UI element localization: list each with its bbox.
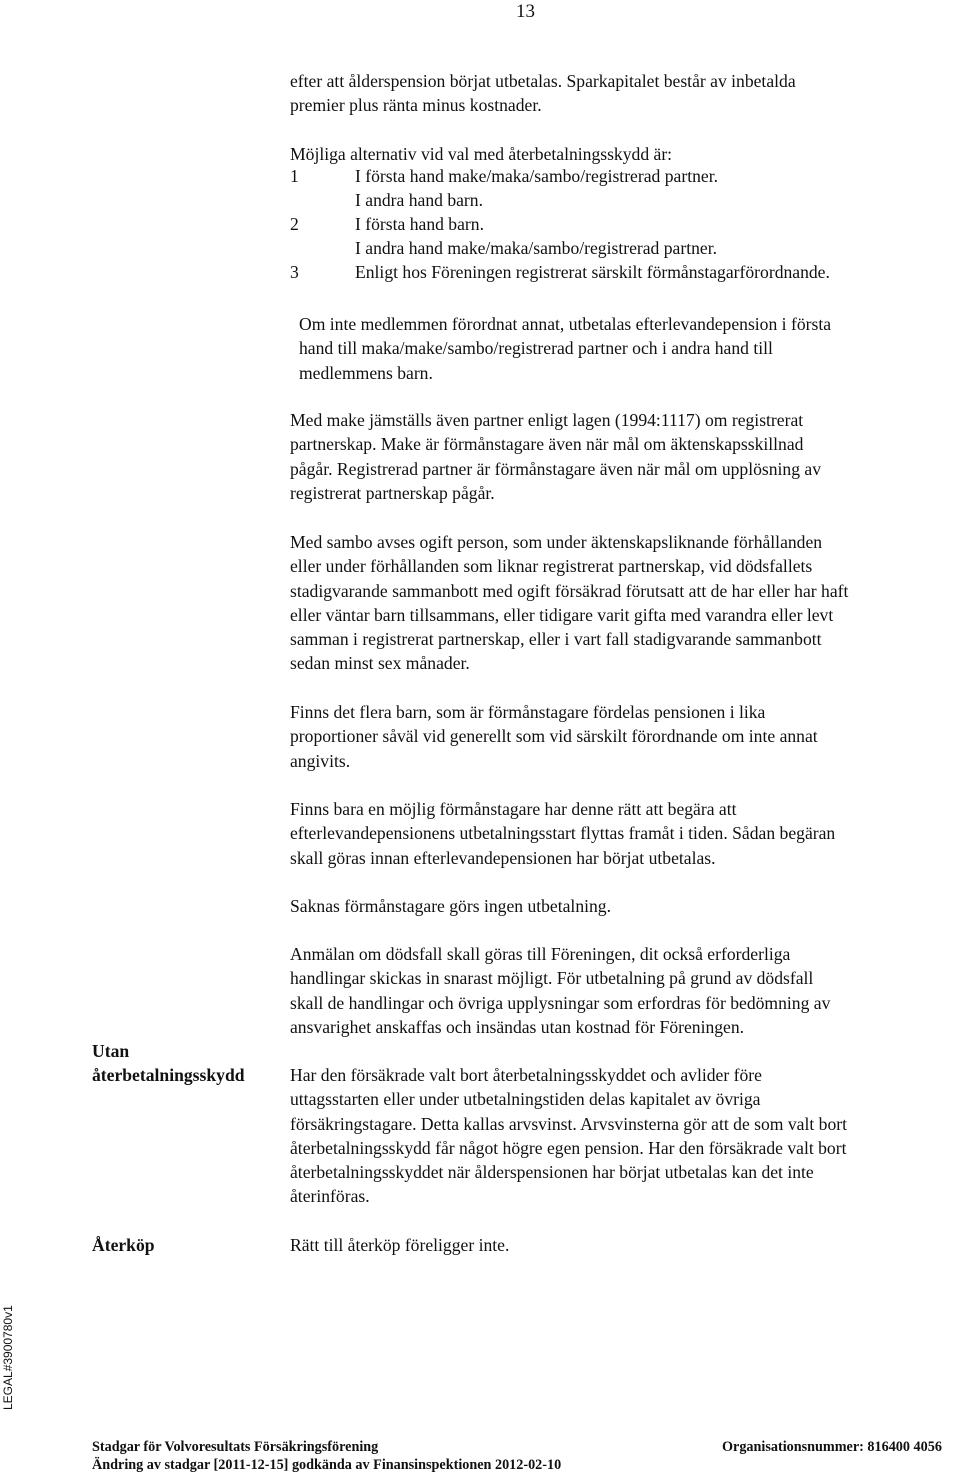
text-line: sedan minst sex månader. [290,653,470,674]
text-line: premier plus ränta minus kostnader. [290,95,542,116]
paragraph-aterkop [290,1233,509,1257]
text-line: handlingar skickas in snarast möjligt. För utbetalning på grund av dödsfall [290,968,814,989]
list-number: 2 [290,214,299,234]
text-line: angivits. [290,750,351,771]
side-heading-aterkop [92,1233,155,1257]
side-heading-line: återbetalningsskydd [92,1065,245,1086]
paragraph-anmalan [290,942,830,1039]
text-line: medlemmens barn. [299,362,433,383]
side-document-code: LEGAL#3900780v1 [1,1305,15,1410]
footer-left-line2: Ändring av stadgar [2011-12-15] godkända av Finansinspektionen 2012-02-10 [92,1457,562,1473]
alternatives-heading: Möjliga alternativ vid val med återbetalningsskydd är: [290,144,673,164]
text-line: försäkringstagare. Detta kallas arvsvinst. Arvsvinsterna gör att de som valt bort [290,1113,847,1134]
text-line: Rätt till återköp föreligger inte. [290,1235,510,1255]
paragraph-default-beneficiary [299,312,831,385]
list-number: 1 [290,166,299,186]
list-item: I andra hand barn. [355,190,483,210]
paragraph-enda-formanstagare [290,797,835,870]
text-line: Saknas förmånstagare görs ingen utbetalning. [290,896,612,916]
footer-left-line1: Stadgar för Volvoresultats Försäkringsförening [92,1439,379,1455]
list-number: 3 [290,262,299,282]
list-item: Enligt hos Föreningen registrerat särskilt förmånstagarförordnande. [355,262,830,282]
text-line: återbetalningsskydd får något högre egen pension. Har den försäkrade valt bort [290,1137,847,1158]
list-item: I första hand make/maka/sambo/registrerad partner. [355,166,718,186]
paragraph-make [290,408,821,505]
paragraph-utan-aterbetalningsskydd [290,1063,847,1209]
text-line: återinföras. [290,1186,370,1207]
text-line: Har den försäkrade valt bort återbetalningsskyddet och avlider före [290,1065,762,1085]
text-line: Finns bara en möjlig förmånstagare har denne rätt att begära att [290,799,737,819]
text-line: skall de handlingar och övriga upplysningar som erfordras för bedömning av [290,992,831,1013]
text-line: ansvarighet anskaffas och insändas utan kostnad för Föreningen. [290,1016,745,1037]
text-line: efter att ålderspension börjat utbetalas. Sparkapitalet består av inbetalda [290,71,796,91]
text-line: Anmälan om dödsfall skall göras till Föreningen, dit också erforderliga [290,944,791,964]
footer-right-line1: Organisationsnummer: 816400 4056 [722,1439,942,1455]
text-line: hand till maka/make/sambo/registrerad partner och i andra hand till [299,338,773,359]
paragraph-barn [290,700,818,773]
text-line: efterlevandepensionens utbetalningsstart flyttas framåt i tiden. Sådan begäran [290,823,836,844]
text-line: stadigvarande sammanbott med ogift försäkrad förutsatt att de har eller har haft [290,580,849,601]
side-heading-line: Utan [92,1041,130,1061]
text-line: Med make jämställs även partner enligt lagen (1994:1117) om registrerat [290,410,804,430]
text-line: uttagsstarten eller under utbetalningstiden delas kapitalet av övriga [290,1089,761,1110]
side-heading-utan-aterbetalningsskydd [92,1039,245,1088]
paragraph-intro [290,69,796,118]
text-line: samman i registrerat partnerskap, eller i vart fall stadigvarande sammanbott [290,629,822,650]
side-heading-line: Återköp [92,1235,155,1255]
text-line: återbetalningsskyddet när ålderspensionen har börjat utbetalas kan det inte [290,1162,814,1183]
page-number: 13 [516,1,535,22]
list-item: I andra hand make/maka/sambo/registrerad partner. [355,238,717,258]
text-line: Om inte medlemmen förordnat annat, utbetalas efterlevandepension i första [299,314,832,334]
text-line: pågår. Registrerad partner är förmånstagare även när mål om upplösning av [290,458,822,479]
text-line: partnerskap. Make är förmånstagare även när mål om äktenskapsskillnad [290,434,804,455]
text-line: registrerat partnerskap pågår. [290,482,495,503]
list-item: I första hand barn. [355,214,484,234]
text-line: proportioner såväl vid generellt som vid särskilt förordnande om inte annat [290,726,818,747]
text-line: Med sambo avses ogift person, som under äktenskapsliknande förhållanden [290,532,823,552]
text-line: Finns det flera barn, som är förmånstagare fördelas pensionen i lika [290,702,766,722]
text-line: skall göras innan efterlevandepensionen har börjat utbetalas. [290,847,716,868]
text-line: eller väntar barn tillsammans, eller tidigare varit gifta med varandra eller levt [290,604,834,625]
text-line: eller under förhållanden som liknar registrerat partnerskap, vid dödsfallets [290,556,813,577]
paragraph-sambo [290,530,848,676]
paragraph-saknas [290,894,611,918]
